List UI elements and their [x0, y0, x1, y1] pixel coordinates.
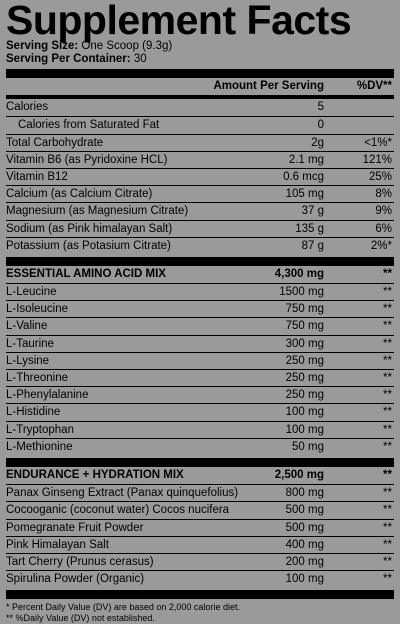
amount-per-serving: 500 mg: [285, 504, 324, 517]
table-row: [6, 116, 394, 133]
daily-value: **: [383, 555, 392, 568]
amount-per-serving: 37 g: [301, 205, 324, 218]
table-row: [6, 421, 394, 438]
daily-value: **: [383, 504, 392, 517]
divider-thick: [6, 590, 394, 599]
divider-thick: [6, 69, 394, 78]
nutrient-name: Potassium (as Potasium Citrate): [6, 239, 171, 252]
nutrient-name: L-Histidine: [6, 406, 61, 419]
nutrient-name: Magnesium (as Magnesium Citrate): [6, 205, 189, 218]
table-row: [6, 99, 394, 116]
servings-value: 30: [133, 53, 147, 65]
amount-per-serving: 400 mg: [285, 538, 324, 551]
table-row: [6, 536, 394, 553]
nutrient-name: Total Carbohydrate: [6, 136, 104, 149]
amount-per-serving: 0.6 mcg: [283, 170, 324, 183]
endurance-section: [6, 467, 394, 587]
divider-thick: [6, 257, 394, 266]
amount-per-serving: 250 mg: [285, 372, 324, 384]
amount-per-serving: 500 mg: [285, 521, 324, 534]
nutrient-name: L-Lysine: [6, 354, 50, 367]
nutrient-name: L-Phenylalanine: [6, 389, 89, 402]
amount-per-serving: 2,500 mg: [274, 468, 324, 481]
nutrient-name: Sodium (as Pink himalayan Salt): [6, 222, 173, 235]
servings-per-container: [6, 53, 394, 66]
amino-acid-section: [6, 266, 394, 455]
serving-size-label: Serving Size:: [6, 40, 79, 52]
nutrient-name: Vitamin B12: [6, 170, 68, 183]
amount-per-serving: 300 mg: [285, 337, 324, 350]
amount-per-serving: 100 mg: [285, 423, 324, 436]
table-row: [6, 438, 394, 455]
table-row: [6, 519, 394, 536]
nutrient-name: Calories: [6, 101, 49, 114]
table-row: [6, 283, 394, 300]
amount-column-header: Amount Per Serving: [213, 80, 324, 92]
amount-per-serving: 800 mg: [285, 487, 324, 500]
daily-value: **: [383, 440, 392, 453]
table-row: [6, 386, 394, 403]
servings-label: Serving Per Container:: [6, 53, 131, 65]
amount-per-serving: 135 g: [295, 222, 324, 235]
footnote-not-established: ** %Daily Value (DV) not established.: [6, 613, 155, 624]
amount-per-serving: 1500 mg: [279, 286, 324, 299]
nutrient-name: Tart Cherry (Prunus cerasus): [6, 555, 154, 568]
nutrient-name: Calcium (as Calcium Citrate): [6, 188, 153, 201]
amount-per-serving: 105 mg: [285, 188, 324, 201]
footnotes: [6, 602, 394, 624]
amount-per-serving: 100 mg: [285, 573, 324, 586]
amount-per-serving: 50 mg: [292, 440, 324, 453]
nutrient-list: [6, 99, 394, 254]
amount-per-serving: 4,300 mg: [274, 267, 324, 280]
table-row: [6, 300, 394, 317]
table-row: [6, 352, 394, 369]
daily-value: **: [383, 389, 392, 402]
dv-column-header: %DV**: [356, 80, 392, 92]
nutrient-name: ENDURANCE + HYDRATION MIX: [6, 468, 184, 481]
daily-value: **: [383, 286, 392, 299]
daily-value: **: [383, 320, 392, 333]
daily-value: **: [383, 354, 392, 367]
amount-per-serving: 87 g: [301, 239, 324, 252]
table-row: [6, 237, 394, 254]
amount-per-serving: 2.1 mg: [288, 153, 324, 166]
daily-value: **: [383, 521, 392, 534]
daily-value: **: [383, 406, 392, 419]
nutrient-name: L-Valine: [6, 320, 48, 333]
amount-per-serving: 200 mg: [285, 555, 324, 568]
column-header-section: [6, 78, 394, 95]
amount-per-serving: 250 mg: [285, 389, 324, 402]
serving-size-value: One Scoop (9.3g): [81, 40, 173, 52]
amount-per-serving: 250 mg: [285, 354, 324, 367]
nutrient-name: Vitamin B6 (as Pyridoxine HCL): [6, 153, 168, 166]
daily-value: 25%: [368, 170, 392, 183]
nutrient-name: Cocooganic (coconut water) Cocos nucifera: [6, 504, 230, 517]
amount-per-serving: 5: [317, 101, 324, 114]
daily-value: 9%: [375, 205, 392, 218]
daily-value: **: [383, 573, 392, 586]
table-row: [6, 403, 394, 420]
table-row: [6, 484, 394, 501]
nutrient-name: ESSENTIAL AMINO ACID MIX: [6, 267, 166, 280]
nutrient-name: L-Threonine: [6, 372, 69, 384]
daily-value: 121%: [362, 153, 392, 166]
nutrient-name: L-Tryptophan: [6, 423, 74, 436]
nutrient-name: L-Methionine: [6, 440, 73, 453]
daily-value: 2%*: [370, 239, 392, 252]
daily-value: **: [383, 423, 392, 436]
table-row: [6, 501, 394, 518]
table-row: [6, 202, 394, 219]
table-row: [6, 317, 394, 334]
table-row: [6, 335, 394, 352]
amount-per-serving: 750 mg: [285, 320, 324, 333]
daily-value: **: [383, 303, 392, 316]
nutrient-name: L-Leucine: [6, 286, 57, 299]
daily-value: **: [383, 337, 392, 350]
table-row: [6, 570, 394, 587]
table-row: [6, 151, 394, 168]
daily-value: 8%: [375, 188, 392, 201]
amount-per-serving: 2g: [311, 136, 324, 149]
daily-value: **: [383, 468, 392, 481]
nutrient-name: Calories from Saturated Fat: [18, 119, 160, 132]
daily-value: **: [383, 372, 392, 384]
nutrient-name: Pink Himalayan Salt: [6, 538, 109, 551]
nutrient-name: L-Taurine: [6, 337, 54, 350]
table-row: [6, 220, 394, 237]
footnote-dv: * Percent Daily Value (DV) are based on 2,000 calorie diet.: [6, 602, 240, 613]
table-row: [6, 185, 394, 202]
nutrient-name: Spirulina Powder (Organic): [6, 573, 145, 586]
amount-per-serving: 750 mg: [285, 303, 324, 316]
amount-per-serving: 100 mg: [285, 406, 324, 419]
amount-per-serving: 0: [317, 119, 324, 132]
table-row: [6, 134, 394, 151]
section-header-row: [6, 266, 394, 283]
nutrient-name: L-Isoleucine: [6, 303, 69, 316]
divider-thick: [6, 458, 394, 467]
table-row: [6, 369, 394, 386]
daily-value: **: [383, 538, 392, 551]
label-title: Supplement Facts: [6, 0, 352, 43]
daily-value: 6%: [375, 222, 392, 235]
section-header-row: [6, 467, 394, 484]
daily-value: **: [383, 487, 392, 500]
daily-value: <1%*: [364, 136, 392, 149]
table-row: [6, 553, 394, 570]
nutrient-name: Pomegranate Fruit Powder: [6, 521, 144, 534]
nutrient-name: Panax Ginseng Extract (Panax quinquefolius): [6, 487, 239, 500]
table-row: [6, 168, 394, 185]
daily-value: **: [383, 267, 392, 280]
column-header-row: [6, 78, 394, 95]
